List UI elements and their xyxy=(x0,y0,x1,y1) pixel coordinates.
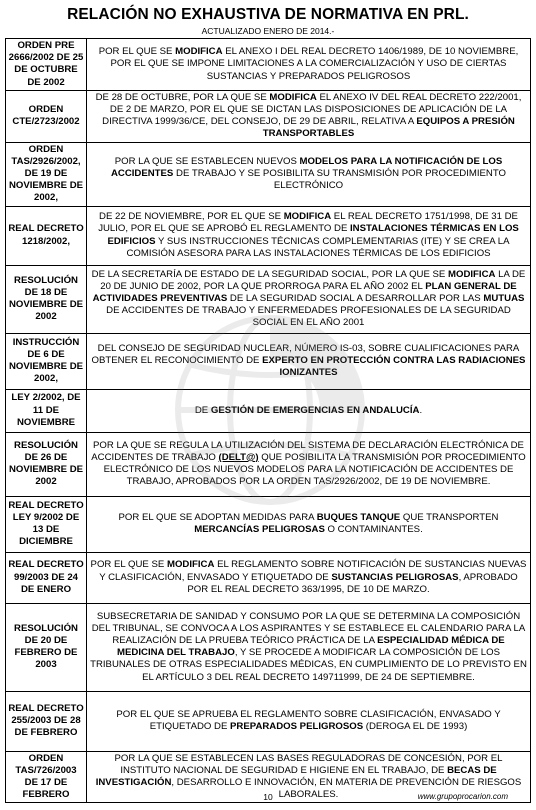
table-row xyxy=(6,142,531,206)
body-text: QUE TRANSPORTEN xyxy=(400,511,499,523)
body-text: DE LA SECRETARÍA DE ESTADO DE LA SEGURIDAD SOCIAL, POR LA QUE SE xyxy=(91,268,448,280)
regulation-reference: REAL DECRETO 255/2003 DE 28 DE FEBRERO xyxy=(6,691,87,751)
table-row xyxy=(6,389,531,432)
body-text: . xyxy=(419,404,423,416)
emphasis-text: MODIFICA xyxy=(269,91,317,103)
page-number: 10 xyxy=(263,792,273,802)
body-text: , Y SE PROCEDE A MODIFICAR LA COMPOSICIÓN DE LOS TRIBUNALES DE OTRAS ESPECIALIDADES MÉDICAS, EN CUMPLIMIENTO DE LO PREVISTO EN EL ARTÍCULO 3 DEL REAL DECRETO 149711999, DE 24 DE SEPTIEMBRE. xyxy=(90,647,527,683)
regulation-reference: LEY 2/2002, DE 11 DE NOVIEMBRE xyxy=(6,389,87,432)
table-row xyxy=(6,552,531,603)
regulation-description xyxy=(87,552,531,603)
emphasis-text: BUQUES TANQUE xyxy=(316,511,401,523)
emphasis-text: INSTALACIONES TÉRMICAS EN LOS EDIFICIOS xyxy=(107,223,519,247)
website-link[interactable]: www.grupoprocarion.com xyxy=(417,792,508,801)
regulation-description xyxy=(87,496,531,552)
body-text: , APROBADO POR EL REAL DECRETO 363/1995, DE 10 DE MARZO. xyxy=(187,571,518,595)
body-text: POR LA QUE SE REGULA LA UTILIZACIÓN DEL SISTEMA DE DECLARACIÓN ELECTRÓNICA DE ACCIDENTES DE TRABAJO xyxy=(91,439,524,463)
table-row xyxy=(6,691,531,751)
emphasis-text: BECAS DE INVESTIGACIÓN xyxy=(95,764,497,789)
emphasis-text: MUTUAS xyxy=(483,293,525,305)
body-text: DE 28 DE OCTUBRE, POR LA QUE SE xyxy=(95,91,270,103)
page-subtitle: ACTUALIZADO ENERO DE 2014.- xyxy=(201,26,335,36)
regulation-reference: ORDEN PRE 2666/2002 DE 25 DE OCTUBRE DE 2002 xyxy=(6,39,87,91)
body-text: O CONTAMINANTES. xyxy=(324,524,423,536)
regulation-description xyxy=(87,603,531,691)
body-text: (DEROGA EL DE 1993) xyxy=(363,721,468,733)
body-text: Y SUS INSTRUCCIONES TÉCNICAS COMPLEMENTARIAS (ITE) Y SE CREA LA COMISIÓN ASESORA PARA LAS INSTALACIONES TÉRMICAS DE LOS EDIFICIOS xyxy=(126,235,510,259)
regulation-description xyxy=(87,691,531,751)
table-row xyxy=(6,496,531,552)
emphasis-text: MODIFICA xyxy=(166,559,215,571)
body-text: POR EL QUE SE ADOPTAN MEDIDAS PARA xyxy=(118,511,317,523)
regulation-description xyxy=(87,39,531,91)
emphasis-text: MODIFICA xyxy=(175,46,223,58)
table-row xyxy=(6,603,531,691)
emphasis-text: MODIFICA xyxy=(448,268,496,280)
body-text: DE ACCIDENTES DE TRABAJO Y ENFERMEDADES PROFESIONALES DE LA SEGURIDAD SOCIAL EN EL AÑO 2001 xyxy=(106,305,511,329)
body-text: EL REAL DECRETO 1751/1998, DE 31 DE JULIO, POR EL QUE SE APROBÓ EL REGLAMENTO DE xyxy=(98,211,518,235)
body-text: EL ANEXO I DEL REAL DECRETO 1406/1989, DE 10 NOVIEMBRE, POR EL QUE SE IMPONE LIMITACIONES A LA COMERCIALIZACIÓN Y USO DE CIERTAS SUSTANCIAS Y PREPARADOS PELIGROSOS xyxy=(110,46,519,82)
body-text: POR EL QUE SE APRUEBA EL REGLAMENTO SOBRE CLASIFICACIÓN, ENVASADO Y ETIQUETADO DE xyxy=(116,708,501,733)
regulation-reference: RESOLUCIÓN DE 26 DE NOVIEMBRE DE 2002 xyxy=(6,432,87,496)
emphasis-text: EQUIPOS A PRESIÓN TRANSPORTABLES xyxy=(262,116,515,140)
regulation-description xyxy=(87,432,531,496)
emphasis-text: (DELT@) xyxy=(218,451,259,463)
body-text: POR EL QUE SE xyxy=(90,559,167,571)
emphasis-text: MODELOS PARA LA NOTIFICACIÓN DE LOS ACCIDENTES xyxy=(110,155,503,180)
emphasis-text: SUSTANCIAS PELIGROSAS xyxy=(331,571,459,583)
regulation-reference: REAL DECRETO LEY 9/2002 DE 13 DE DICIEMBRE xyxy=(6,496,87,552)
emphasis-text: PLAN GENERAL DE ACTIVIDADES PREVENTIVAS xyxy=(92,280,517,305)
regulation-description xyxy=(87,265,531,333)
body-text: DE 22 DE NOVIEMBRE, POR EL QUE SE xyxy=(99,211,284,223)
body-text: EL ANEXO IV DEL REAL DECRETO 222/2001, DE 2 DE MARZO, POR EL QUE SE DICTAN LAS DISPOSICIONES DE APLICACIÓN DE LA DIRECTIVA 1999/36/CE, DEL CONSEJO, DE 29 DE ABRIL, RELATIVA A xyxy=(102,91,522,128)
body-text: SUBSECRETARIA DE SANIDAD Y CONSUMO POR LA QUE SE DETERMINA LA COMPOSICIÓN DEL TRIBUNAL, SE CONVOCA A LOS ASPIRANTES Y SE ESTABLECE EL CALENDARIO PARA LA REALIZACIÓN DE LA PRUEBA TEÓRICO PRÁCTICA DE LA xyxy=(91,610,526,646)
table-row xyxy=(6,265,531,333)
body-text: DE xyxy=(194,404,211,416)
body-text: POR LA QUE SE ESTABLECEN LAS BASES REGULADORAS DE CONCESIÓN, POR EL INSTITUTO NACIONAL DE SEGURIDAD E HIGIENE EN EL TRABAJO, DE xyxy=(114,752,503,776)
body-text: POR EL QUE SE xyxy=(98,46,176,58)
emphasis-text: MODIFICA xyxy=(283,211,332,223)
regulation-reference: ORDEN CTE/2723/2002 xyxy=(6,90,87,142)
emphasis-text: ESPECIALIDAD MÉDICA DE MEDICINA DEL TRABAJO xyxy=(117,634,505,659)
regulations-table xyxy=(5,38,531,803)
regulation-reference: INSTRUCCIÓN DE 6 DE NOVIEMBRE DE 2002, xyxy=(6,333,87,389)
body-text: , DESARROLLO E INNOVACIÓN, EN MATERIA DE PREVENCIÓN DE RIESGOS LABORALES. xyxy=(171,777,522,801)
body-text: DE TRABAJO Y SE POSIBILITA SU TRANSMISIÓN POR PROCEDIMIENTO ELECTRÓNICO xyxy=(173,168,507,192)
regulation-reference: RESOLUCIÓN DE 18 DE NOVIEMBRE DE 2002 xyxy=(6,265,87,333)
body-text: EL REGLAMENTO SOBRE NOTIFICACIÓN DE SUSTANCIAS NUEVAS Y CLASIFICACIÓN, ENVASADO Y ETIQUETADO DE xyxy=(99,559,527,583)
regulation-reference: RESOLUCIÓN DE 20 DE FEBRERO DE 2003 xyxy=(6,603,87,691)
emphasis-text: EXPERTO EN PROTECCIÓN CONTRA LAS RADIACIONES IONIZANTES xyxy=(262,355,526,379)
page-title: RELACIÓN NO EXHAUSTIVA DE NORMATIVA EN PRL. xyxy=(67,6,469,23)
regulation-description xyxy=(87,389,531,432)
emphasis-text: GESTIÓN DE EMERGENCIAS EN ANDALUCÍA xyxy=(210,404,420,416)
body-text: POR LA QUE SE ESTABLECEN NUEVOS xyxy=(114,155,300,167)
regulation-reference: ORDEN TAS/2926/2002, DE 19 DE NOVIEMBRE DE 2002, xyxy=(6,142,87,206)
emphasis-text: PREPARADOS PELIGROSOS xyxy=(230,721,364,733)
table-row xyxy=(6,39,531,91)
regulation-description xyxy=(87,333,531,389)
regulation-description xyxy=(87,206,531,265)
regulation-reference: ORDEN TAS/726/2003 DE 17 DE FEBRERO xyxy=(6,751,87,803)
table-row xyxy=(6,90,531,142)
body-text: QUE POSIBILITA LA TRANSMISIÓN POR PROCEDIMIENTO ELECTRÓNICO DE LOS NUEVOS MODELOS PARA LA NOTIFICACIÓN DE ACCIDENTES DE TRABAJO, APROBADOS POR LA ORDEN TAS/2926/2002, DE 19 DE NOVIEMBRE. xyxy=(103,451,526,488)
emphasis-text: MERCANCÍAS PELIGROSAS xyxy=(194,524,325,536)
body-text: DEL CONSEJO DE SEGURIDAD NUCLEAR, NÚMERO IS-03, SOBRE CUALIFICACIONES PARA OBTENER EL RECONOCIMIENTO DE xyxy=(91,342,520,367)
table-row xyxy=(6,206,531,265)
body-text: DE LA SEGURIDAD SOCIAL A DESARROLLAR POR LAS xyxy=(227,293,484,305)
body-text: LA DE 20 DE JUNIO DE 2002, POR LA QUE PRORROGA PARA EL AÑO 2002 EL xyxy=(100,268,526,292)
table-row xyxy=(6,432,531,496)
regulation-reference: REAL DECRETO 1218/2002, xyxy=(6,206,87,265)
regulation-reference: REAL DECRETO 99/2003 DE 24 DE ENERO xyxy=(6,552,87,603)
table-row xyxy=(6,333,531,389)
regulation-description xyxy=(87,142,531,206)
regulation-description xyxy=(87,90,531,142)
